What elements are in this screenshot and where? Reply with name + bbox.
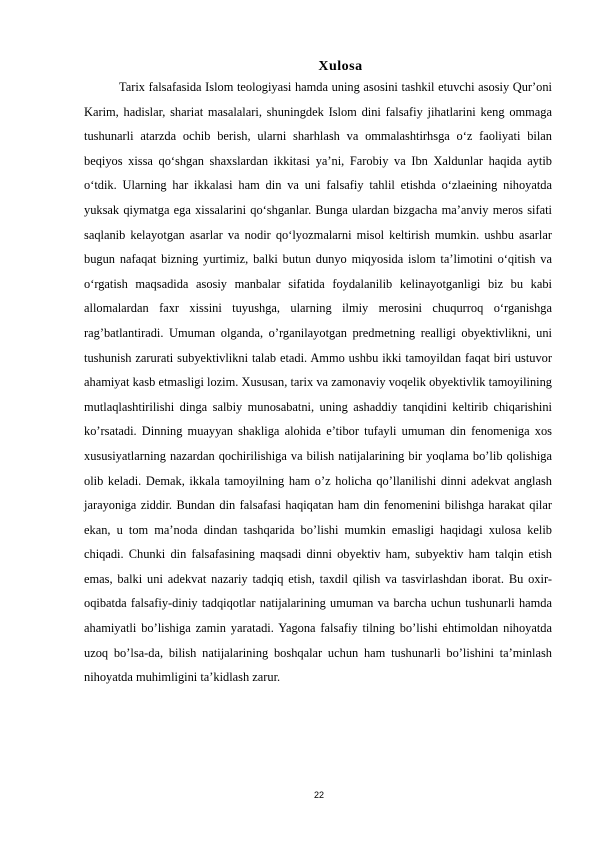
body-paragraph: Tarix falsafasida Islom teologiyasi hamda uning asosini tashkil etuvchi asosiy Qurʼoni Karim, hadislar, shariat masalalari, shuningdek Islom dini falsafiy jihatlarini keng ommaga tushunarli atarzda ochib berish, ularni sharhlash va ommalashtirhsga oʻz faoliyati bilan beqiyos xissa qoʻshgan shaxslardan ikkitasi yaʼni, Farobiy va Ibn Xaldunlar haqida aytib oʻtdik. Ularning har ikkalasi ham din va uni falsafiy tahlil etishda oʻzlaeining nihoyatda yuksak qiymatga ega xissalarini qoʻshganlar. Bunga ulardan bizgacha ma’anviy meros sifati saqlanib kelayotgan asarlar va nodir qoʻlyozmalarni misol keltirish mumkin. ushbu asarlar bugun nafaqat bizning yurtimiz, balki butun dunyo miqyosida islom taʼlimotini oʻqitish va oʻrgatish maqsadida asosiy manbalar sifatida foydalanilib kelinayotganligi biz bu kabi allomalardan faxr xissini tuyushga, ularning ilmiy merosini chuqurroq oʻrganishga ragʼbatlantiradi. Umuman olganda, o’rganilayotgan predmetning realligi obyektivlikni, uni tushunish zarurati subyektivlikni talab etadi. Ammo ushbu ikki tamoyildan faqat biri ustuvor ahamiyat kasb etmasligi lozim. Xususan, tarix va zamonaviy voqelik obyektivlik tamoyilining mutlaqlashtirilishi dinga salbiy munosabatni, uning ashaddiy tanqidini keltirib chiqarishini ko’rsatadi. Dinning muayyan shakliga alohida e’tibor tufayli umuman din fenomeniga xos xususiyatlarning nazardan qochirilishiga va bilish natijalarining bir yoqlama bo’lib qolishiga olib keladi. Demak, ikkala tamoyilning ham o’z holicha qo’llanilishi dinni adekvat anglash jarayoniga ziddir. Bundan din falsafasi haqiqatan ham din fenomenini bilishga harakat qilar ekan, u tom ma’noda dindan tashqarida bo’lishi mumkin emasligi haqidagi xulosa kelib chiqadi. Chunki din falsafasining maqsadi dinni obyektiv ham, subyektiv ham talqin etish emas, balki uni adekvat nazariy tadqiq etish, taxdil qilish va tasvirlashdan iborat. Bu oxir-oqibatda falsafiy-diniy tadqiqotlar natijalarining umuman va barcha uchun tushunarli hamda ahamiyatli bo’lishiga zamin yaratadi. Yagona falsafiy tilning bo’lishi ehtimoldan nihoyatda uzoq bo’lsa-da, bilish natijalarining boshqalar uchun ham tushunarli bo’lishini ta’minlash nihoyatda muhimligini ta’kidlash zarur. (84, 80, 552, 685)
page-number: 22 (313, 790, 324, 800)
page-title: Xulosa (318, 59, 363, 74)
